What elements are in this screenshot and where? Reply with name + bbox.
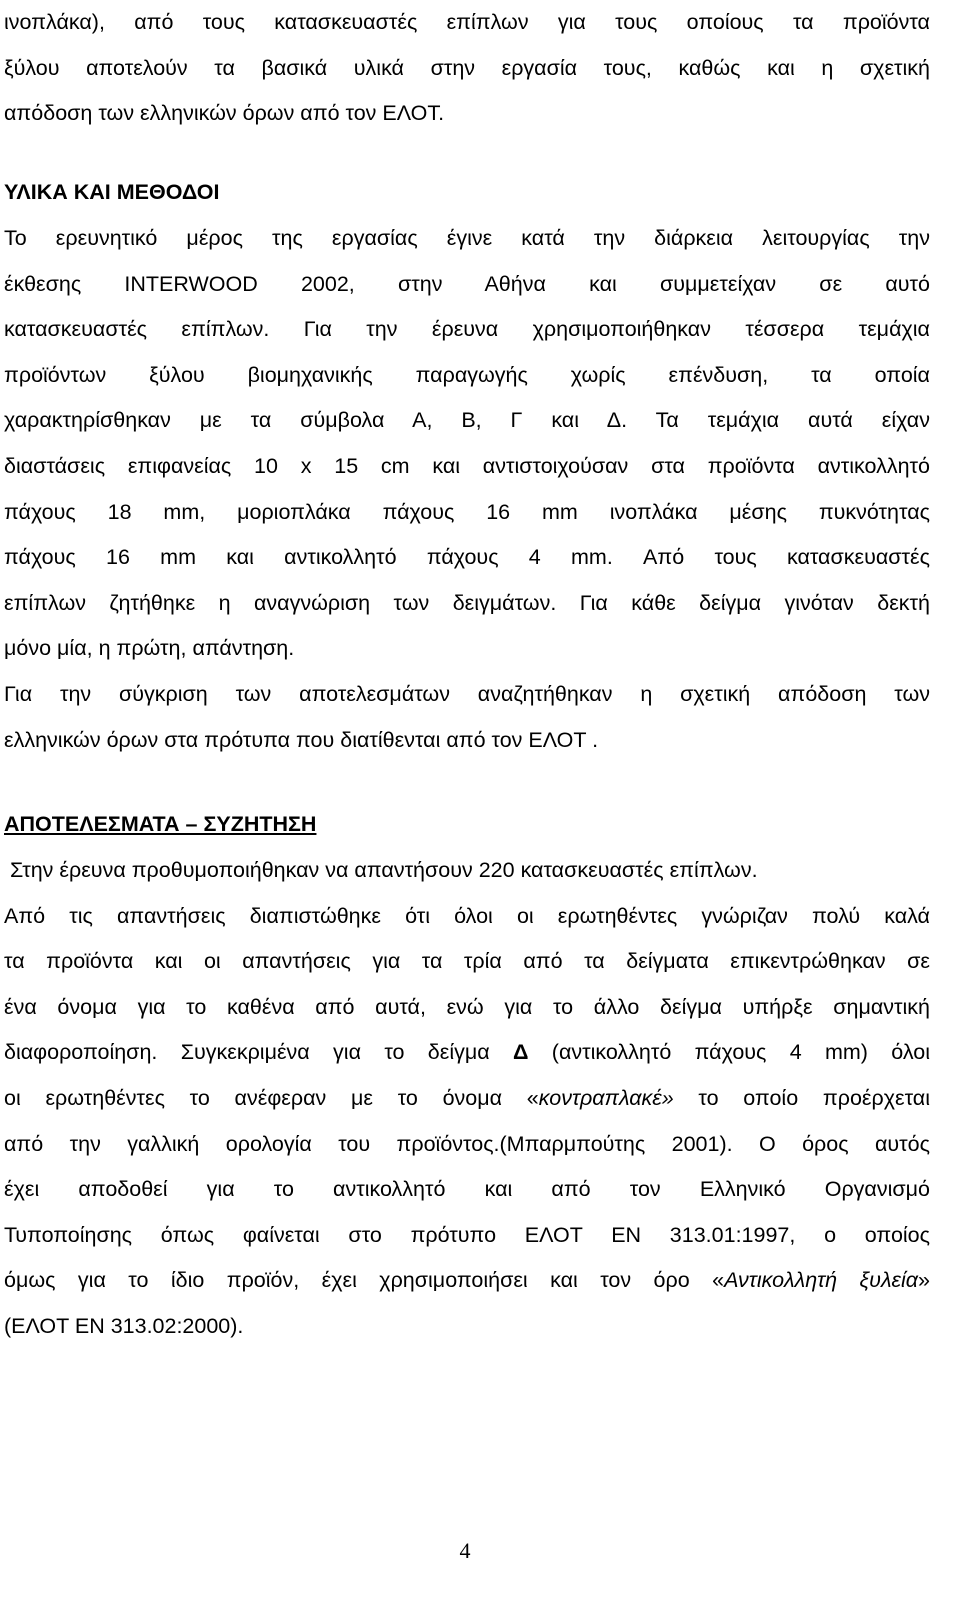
italic-term: κοντραπλακέ» — [538, 1085, 674, 1110]
text-run: όμως για το ίδιο προϊόν, έχει χρησιμοποιήσει και τον όρο « — [4, 1268, 725, 1293]
text-line: Από τις απαντήσεις διαπιστώθηκε ότι όλοι οι ερωτηθέντες γνώριζαν πολύ καλά — [4, 903, 930, 928]
text-line: (ΕΛΟΤ ΕΝ 313.02:2000). — [4, 1313, 244, 1338]
text-run: οι ερωτηθέντες το ανέφεραν με το όνομα « — [4, 1085, 539, 1110]
text-line — [4, 1258, 930, 1304]
page-number: 4 — [459, 1538, 471, 1563]
text-line: πάχους 18 mm, μοριοπλάκα πάχους 16 mm ινοπλάκα μέσης πυκνότητας — [4, 499, 930, 524]
text-line: ινοπλάκα), από τους κατασκευαστές επίπλων για τους οποίους τα προϊόντα — [4, 10, 930, 34]
text-run: » — [918, 1268, 931, 1293]
text-line: Για την σύγκριση των αποτελεσμάτων αναζητήθηκαν η σχετική απόδοση των — [4, 681, 930, 706]
italic-term: Αντικολλητή ξυλεία — [724, 1268, 919, 1293]
text-line: Στην έρευνα προθυμοποιήθηκαν να απαντήσουν 220 κατασκευαστές επίπλων. — [4, 858, 758, 882]
text-line: έχει αποδοθεί για το αντικολλητό και από τον Ελληνικό Οργανισμό — [4, 1177, 930, 1202]
text-line: απόδοση των ελληνικών όρων από τον ΕΛΟΤ. — [4, 101, 445, 126]
text-line: χαρακτηρίσθηκαν με τα σύμβολα Α, Β, Γ και Δ. Τα τεμάχια αυτά είχαν — [4, 408, 930, 433]
text-line: προϊόντων ξύλου βιομηχανικής παραγωγής χωρίς επένδυση, τα οποία — [4, 362, 930, 387]
text-run: (αντικολλητό πάχους 4 mm) όλοι — [528, 1040, 930, 1065]
text-line: πάχους 16 mm και αντικολλητό πάχους 4 mm. Από τους κατασκευαστές — [4, 545, 930, 570]
intro-paragraph — [4, 0, 930, 137]
text-line: έκθεσης INTERWOOD 2002, στην Αθήνα και συμμετείχαν σε αυτό — [4, 271, 930, 296]
text-line — [4, 1030, 930, 1076]
sample-label: Δ — [513, 1040, 529, 1065]
text-run: το οποίο προέρχεται — [673, 1085, 930, 1110]
text-line: διαστάσεις επιφανείας 10 x 15 cm και αντιστοιχούσαν στα προϊόντα αντικολλητό — [4, 453, 930, 478]
text-line: επίπλων ζητήθηκε η αναγνώριση των δειγμάτων. Για κάθε δείγμα γινόταν δεκτή — [4, 590, 930, 615]
text-line: Το ερευνητικό μέρος της εργασίας έγινε κατά την διάρκεια λειτουργίας την — [4, 226, 930, 250]
text-line: από την γαλλική ορολογία του προϊόντος.(Μπαρμπούτης 2001). Ο όρος αυτός — [4, 1131, 930, 1156]
results-heading: ΑΠΟΤΕΛΕΣΜΑΤΑ – ΣΥΖΗΤΗΣΗ — [4, 812, 317, 836]
methods-heading: ΥΛΙΚΑ ΚΑΙ ΜΕΘΟΔΟΙ — [4, 180, 220, 204]
text-line: ξύλου αποτελούν τα βασικά υλικά στην εργασία τους, καθώς και η σχετική — [4, 55, 930, 80]
text-line: ένα όνομα για το καθένα από αυτά, ενώ για το άλλο δείγμα υπήρξε σημαντική — [4, 994, 930, 1019]
text-line: μόνο μία, η πρώτη, απάντηση. — [4, 636, 295, 661]
text-line: Τυποποίησης όπως φαίνεται στο πρότυπο ΕΛΟΤ ΕΝ 313.01:1997, ο οποίος — [4, 1222, 930, 1247]
text-line: ελληνικών όρων στα πρότυπα που διατίθενται από τον ΕΛΟΤ . — [4, 727, 599, 752]
methods-paragraph — [4, 216, 930, 763]
text-line — [4, 1076, 930, 1122]
text-line: κατασκευαστές επίπλων. Για την έρευνα χρησιμοποιήθηκαν τέσσερα τεμάχια — [4, 317, 930, 342]
text-line: τα προϊόντα και οι απαντήσεις για τα τρία από τα δείγματα επικεντρώθηκαν σε — [4, 949, 930, 974]
results-paragraph — [4, 848, 930, 1350]
text-run: διαφοροποίηση. Συγκεκριμένα για το δείγμα — [4, 1040, 514, 1065]
